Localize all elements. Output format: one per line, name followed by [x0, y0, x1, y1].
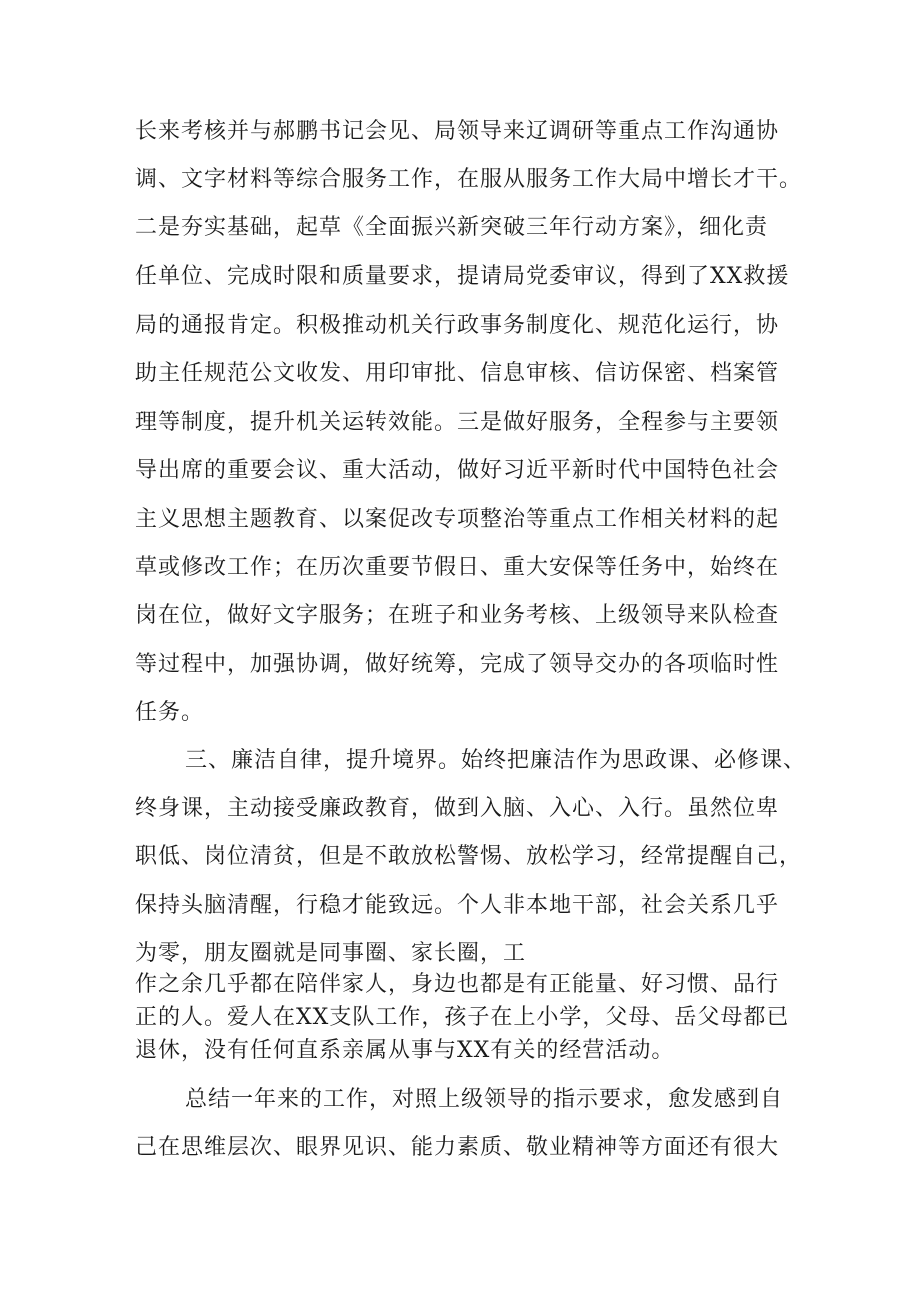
paragraph-heading-line: 三、廉洁自律，提升境界。始终把廉洁作为思政课、必修课、 — [185, 748, 807, 773]
text-line: 任务。 — [135, 700, 205, 725]
text-line: 理等制度，提升机关运转效能。三是做好服务，全程参与主要领 — [135, 410, 780, 435]
text-line: 己在思维层次、眼界见识、能力素质、敬业精神等方面还有很大 — [135, 1135, 780, 1160]
text-line: 正的人。爱人在XX支队工作，孩子在上小学，父母、岳父母都已 — [135, 1005, 790, 1030]
text-line: 长来考核并与郝鹏书记会见、局领导来辽调研等重点工作沟通协 — [135, 119, 780, 144]
paragraph-first-line: 总结一年来的工作，对照上级领导的指示要求，愈发感到自 — [185, 1087, 784, 1112]
text-line: 岗在位，做好文字服务；在班子和业务考核、上级领导来队检查 — [135, 603, 780, 628]
text-line: 调、文字材料等综合服务工作，在服从服务工作大局中增长才干。 — [135, 167, 803, 192]
text-line: 退休，没有任何直系亲属从事与XX有关的经营活动。 — [135, 1038, 675, 1063]
text-line: 终身课，主动接受廉政教育，做到入脑、入心、入行。虽然位卑 — [135, 796, 780, 821]
text-line: 主义思想主题教育、以案促改专项整治等重点工作相关材料的起 — [135, 507, 780, 532]
text-line: 职低、岗位清贫，但是不敢放松警惕、放松学习，经常提醒自己， — [135, 844, 803, 869]
text-line: 作之余几乎都在陪伴家人，身边也都是有正能量、好习惯、品行 — [135, 972, 780, 997]
text-line: 保持头脑清醒，行稳才能致远。个人非本地干部，社会关系几乎 — [135, 893, 780, 918]
text-line: 导出席的重要会议、重大活动，做好习近平新时代中国特色社会 — [135, 458, 780, 483]
text-line: 为零，朋友圈就是同事圈、家长圈，工 — [135, 941, 527, 966]
text-line: 草或修改工作；在历次重要节假日、重大安保等任务中，始终在 — [135, 555, 780, 580]
text-line: 等过程中，加强协调，做好统筹，完成了领导交办的各项临时性 — [135, 652, 780, 677]
text-line: 任单位、完成时限和质量要求，提请局党委审议，得到了XX救援 — [135, 264, 790, 289]
text-line: 局的通报肯定。积极推动机关行政事务制度化、规范化运行，协 — [135, 313, 780, 338]
text-line: 二是夯实基础，起草《全面振兴新突破三年行动方案》，细化责 — [135, 215, 769, 240]
text-line: 助主任规范公文收发、用印审批、信息审核、信访保密、档案管 — [135, 361, 780, 386]
